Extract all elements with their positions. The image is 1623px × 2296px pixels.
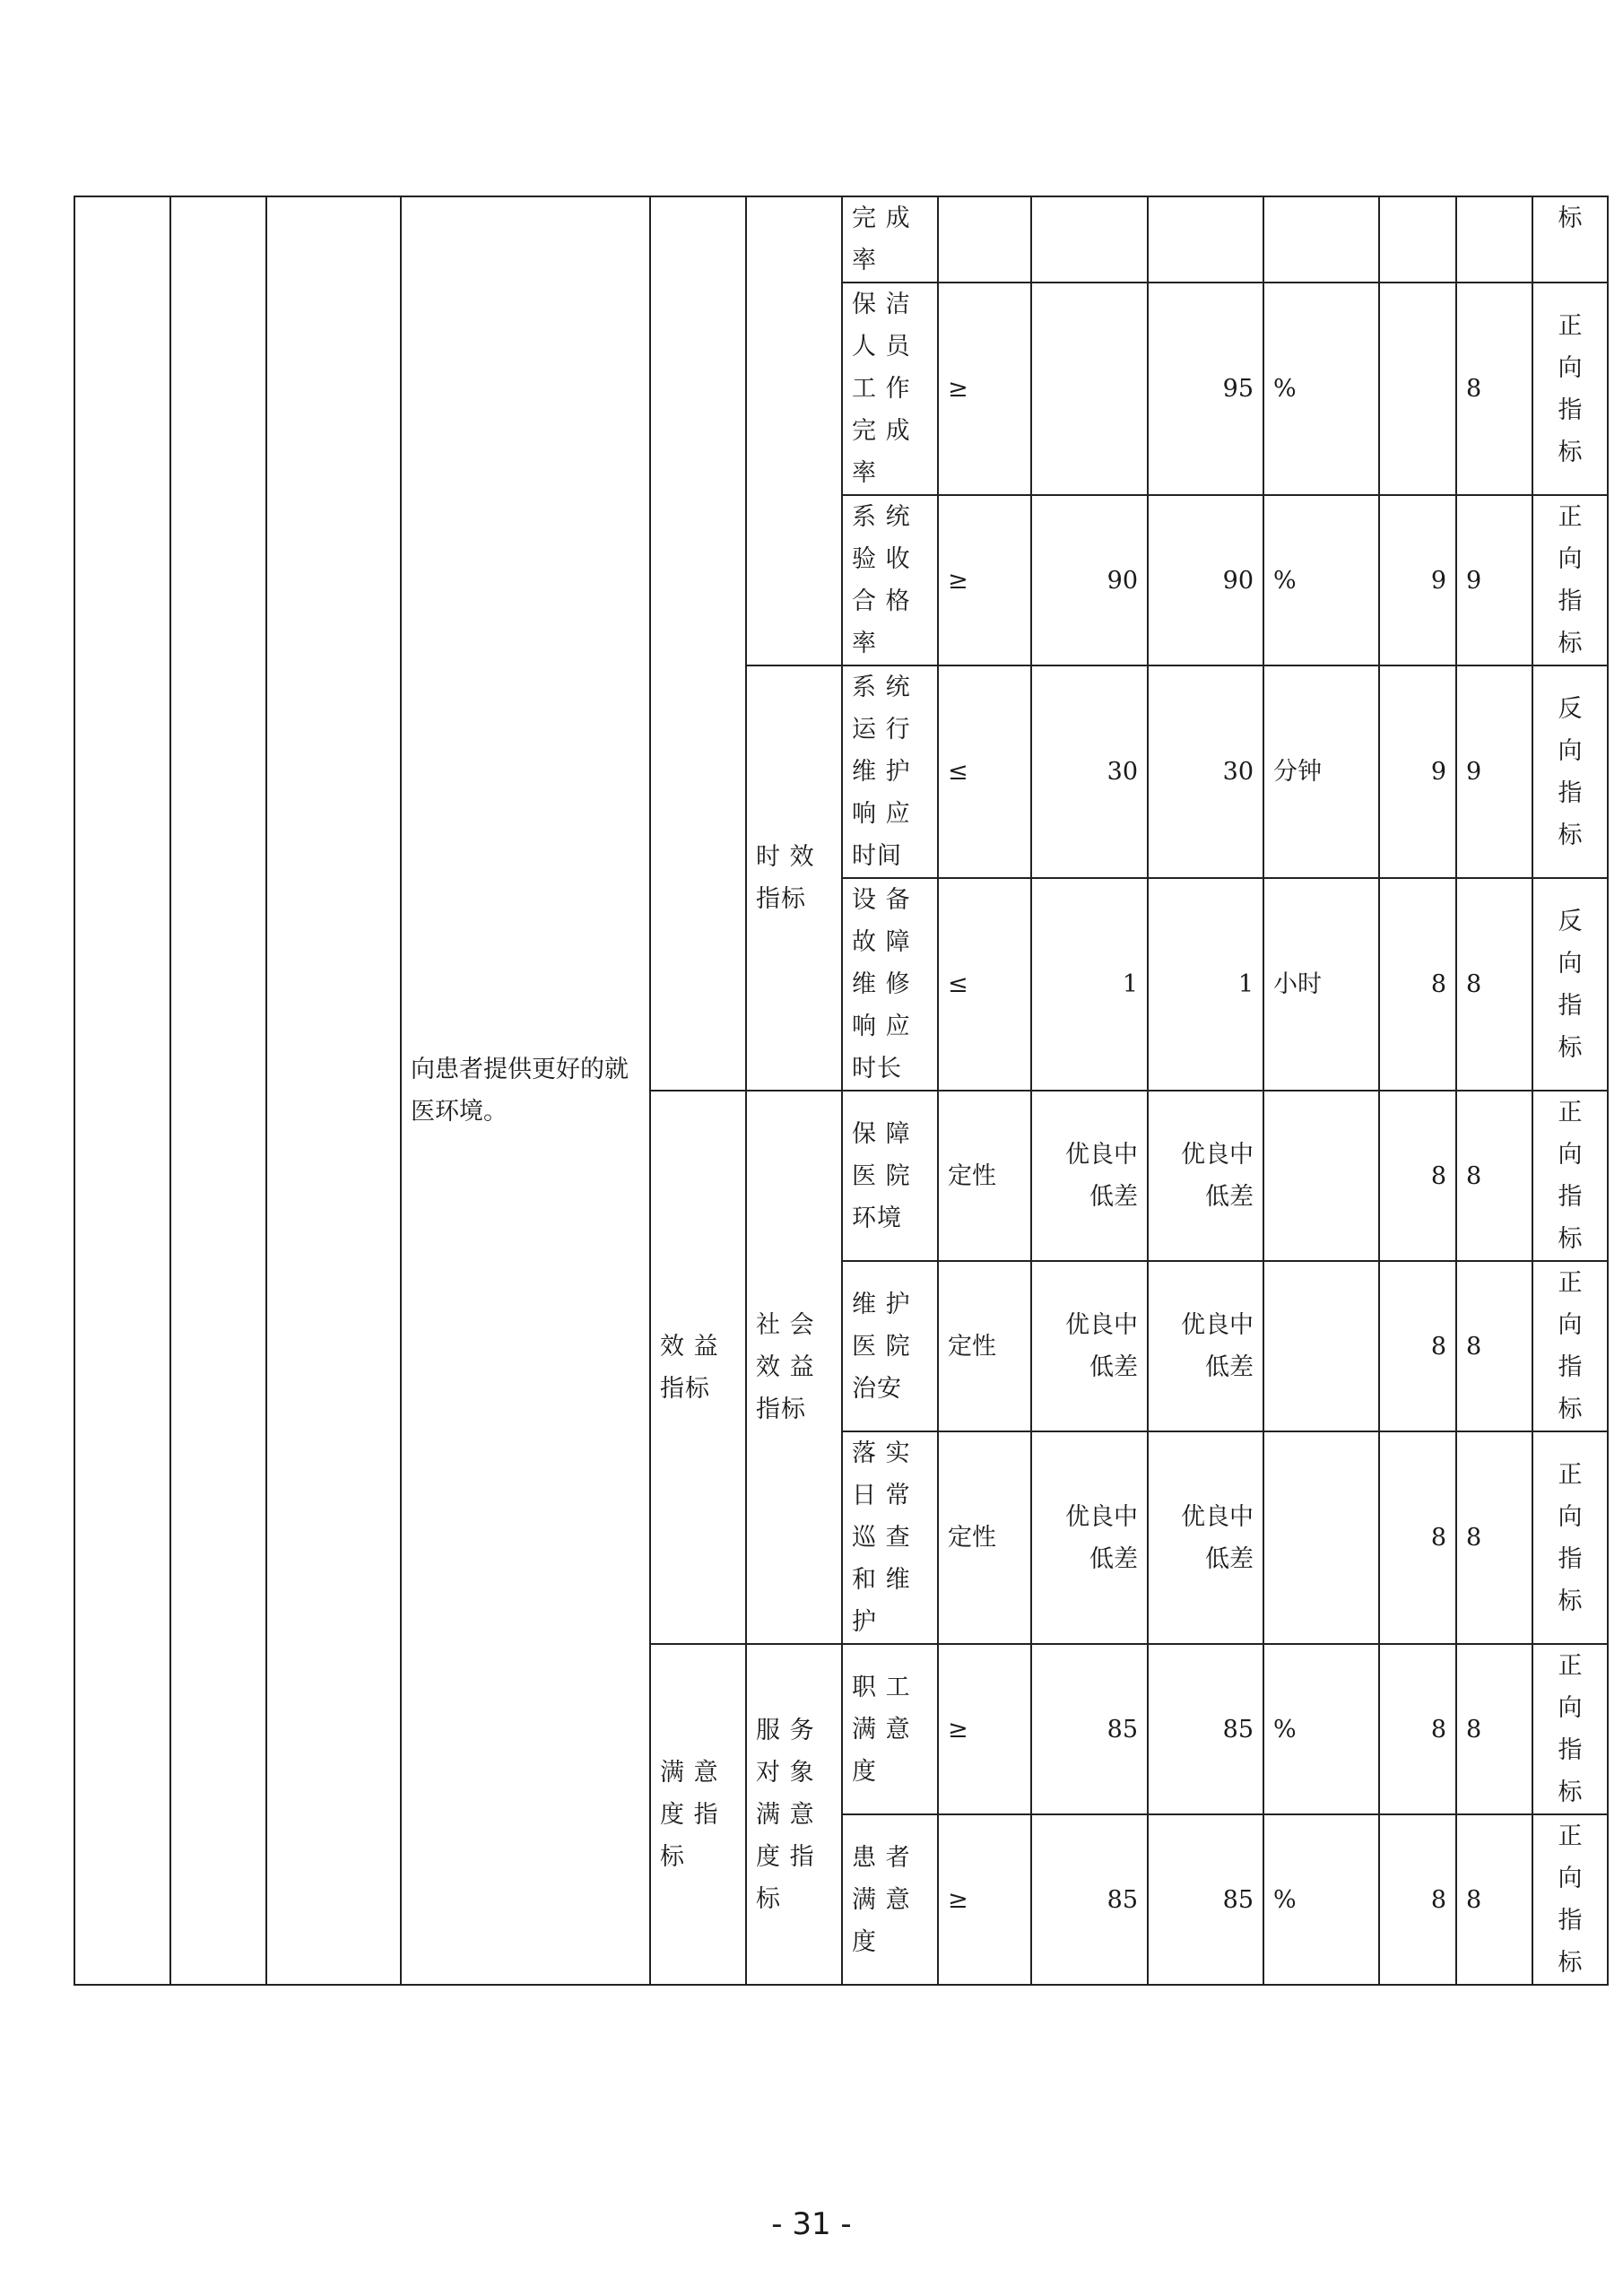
table-row [74, 196, 1608, 283]
indicator-direction: 正 向 指 标 [1532, 1431, 1608, 1644]
indicator-value: 优良中 低差 [1031, 1431, 1148, 1644]
indicator-direction: 正 向 指 标 [1532, 495, 1608, 665]
indicator-value [1031, 283, 1148, 495]
indicator-score: 8 [1456, 1814, 1532, 1985]
level2-social-benefit-indicator: 社 会 效 益 指标 [746, 1091, 842, 1644]
indicator-target: 30 [1148, 665, 1263, 878]
indicator-operator: 定性 [938, 1091, 1031, 1261]
indicator-weight [1379, 196, 1456, 283]
indicator-target [1148, 196, 1263, 283]
indicator-target: 优良中 低差 [1148, 1261, 1263, 1431]
page-number: - 31 - [771, 2206, 852, 2242]
indicator-operator: 定性 [938, 1431, 1031, 1644]
indicator-score: 8 [1456, 1091, 1532, 1261]
indicator-unit [1263, 1091, 1379, 1261]
indicator-score: 9 [1456, 665, 1532, 878]
indicator-weight: 8 [1379, 1431, 1456, 1644]
indicator-weight: 9 [1379, 665, 1456, 878]
indicator-name: 职 工 满 意 度 [842, 1644, 938, 1814]
indicator-score [1456, 196, 1532, 283]
indicator-direction: 反 向 指 标 [1532, 665, 1608, 878]
indicator-name: 落 实 日 常 巡 查 和 维 护 [842, 1431, 938, 1644]
indicator-score: 8 [1456, 1431, 1532, 1644]
indicator-value: 85 [1031, 1814, 1148, 1985]
blank-cell [266, 196, 401, 1985]
indicator-score: 8 [1456, 878, 1532, 1091]
indicator-name: 系 统 验 收 合 格 率 [842, 495, 938, 665]
indicator-direction: 反 向 指 标 [1532, 878, 1608, 1091]
level1-satisfaction-indicator: 满 意 度 指 标 [650, 1644, 746, 1985]
indicator-score: 8 [1456, 1261, 1532, 1431]
level2-timeliness-indicator: 时 效 指标 [746, 665, 842, 1091]
indicator-unit: % [1263, 1814, 1379, 1985]
indicator-operator: ≥ [938, 283, 1031, 495]
indicator-direction: 正 向 指 标 [1532, 1644, 1608, 1814]
level1-indicator-cell [650, 196, 746, 1091]
indicator-name: 完 成 率 [842, 196, 938, 283]
indicator-weight: 8 [1379, 1091, 1456, 1261]
level2-indicator-cell [746, 196, 842, 665]
indicator-direction: 正 向 指 标 [1532, 1814, 1608, 1985]
indicator-weight: 8 [1379, 1644, 1456, 1814]
level1-benefit-indicator: 效 益 指标 [650, 1091, 746, 1644]
indicator-value: 1 [1031, 878, 1148, 1091]
indicator-value: 优良中 低差 [1031, 1091, 1148, 1261]
indicator-name: 患 者 满 意 度 [842, 1814, 938, 1985]
indicator-score: 8 [1456, 1644, 1532, 1814]
indicator-name: 设 备 故 障 维 修 响 应 时长 [842, 878, 938, 1091]
performance-indicator-table [74, 196, 1609, 1986]
indicator-unit: 分钟 [1263, 665, 1379, 878]
indicator-unit: 小时 [1263, 878, 1379, 1091]
indicator-operator: ≤ [938, 878, 1031, 1091]
indicator-value: 30 [1031, 665, 1148, 878]
indicator-unit: % [1263, 495, 1379, 665]
indicator-unit [1263, 1431, 1379, 1644]
indicator-direction: 正 向 指 标 [1532, 283, 1608, 495]
indicator-unit: % [1263, 283, 1379, 495]
indicator-operator: 定性 [938, 1261, 1031, 1431]
indicator-unit: % [1263, 1644, 1379, 1814]
indicator-name: 维 护 医 院 治安 [842, 1261, 938, 1431]
indicator-target: 优良中 低差 [1148, 1431, 1263, 1644]
indicator-weight: 8 [1379, 1814, 1456, 1985]
indicator-weight: 8 [1379, 1261, 1456, 1431]
indicator-target: 95 [1148, 283, 1263, 495]
indicator-operator: ≥ [938, 1814, 1031, 1985]
indicator-direction: 正 向 指 标 [1532, 1261, 1608, 1431]
level2-service-satisfaction-indicator: 服 务 对 象 满 意 度 指 标 [746, 1644, 842, 1985]
indicator-operator: ≥ [938, 1644, 1031, 1814]
indicator-value: 85 [1031, 1644, 1148, 1814]
indicator-weight: 8 [1379, 878, 1456, 1091]
indicator-unit [1263, 196, 1379, 283]
blank-cell [74, 196, 170, 1985]
indicator-target: 85 [1148, 1644, 1263, 1814]
blank-cell [170, 196, 266, 1985]
indicator-direction: 标 [1532, 196, 1608, 283]
performance-goal-description: 向患者提供更好的就医环境。 [401, 196, 650, 1985]
indicator-operator [938, 196, 1031, 283]
indicator-name: 系 统 运 行 维 护 响 应 时间 [842, 665, 938, 878]
indicator-value: 优良中 低差 [1031, 1261, 1148, 1431]
indicator-value [1031, 196, 1148, 283]
indicator-score: 9 [1456, 495, 1532, 665]
indicator-name: 保 洁 人 员 工 作 完 成 率 [842, 283, 938, 495]
indicator-target: 优良中 低差 [1148, 1091, 1263, 1261]
indicator-target: 1 [1148, 878, 1263, 1091]
indicator-name: 保 障 医 院 环境 [842, 1091, 938, 1261]
indicator-operator: ≥ [938, 495, 1031, 665]
indicator-weight: 9 [1379, 495, 1456, 665]
indicator-target: 85 [1148, 1814, 1263, 1985]
indicator-target: 90 [1148, 495, 1263, 665]
indicator-weight [1379, 283, 1456, 495]
indicator-direction: 正 向 指 标 [1532, 1091, 1608, 1261]
indicator-unit [1263, 1261, 1379, 1431]
indicator-operator: ≤ [938, 665, 1031, 878]
indicator-score: 8 [1456, 283, 1532, 495]
indicator-value: 90 [1031, 495, 1148, 665]
